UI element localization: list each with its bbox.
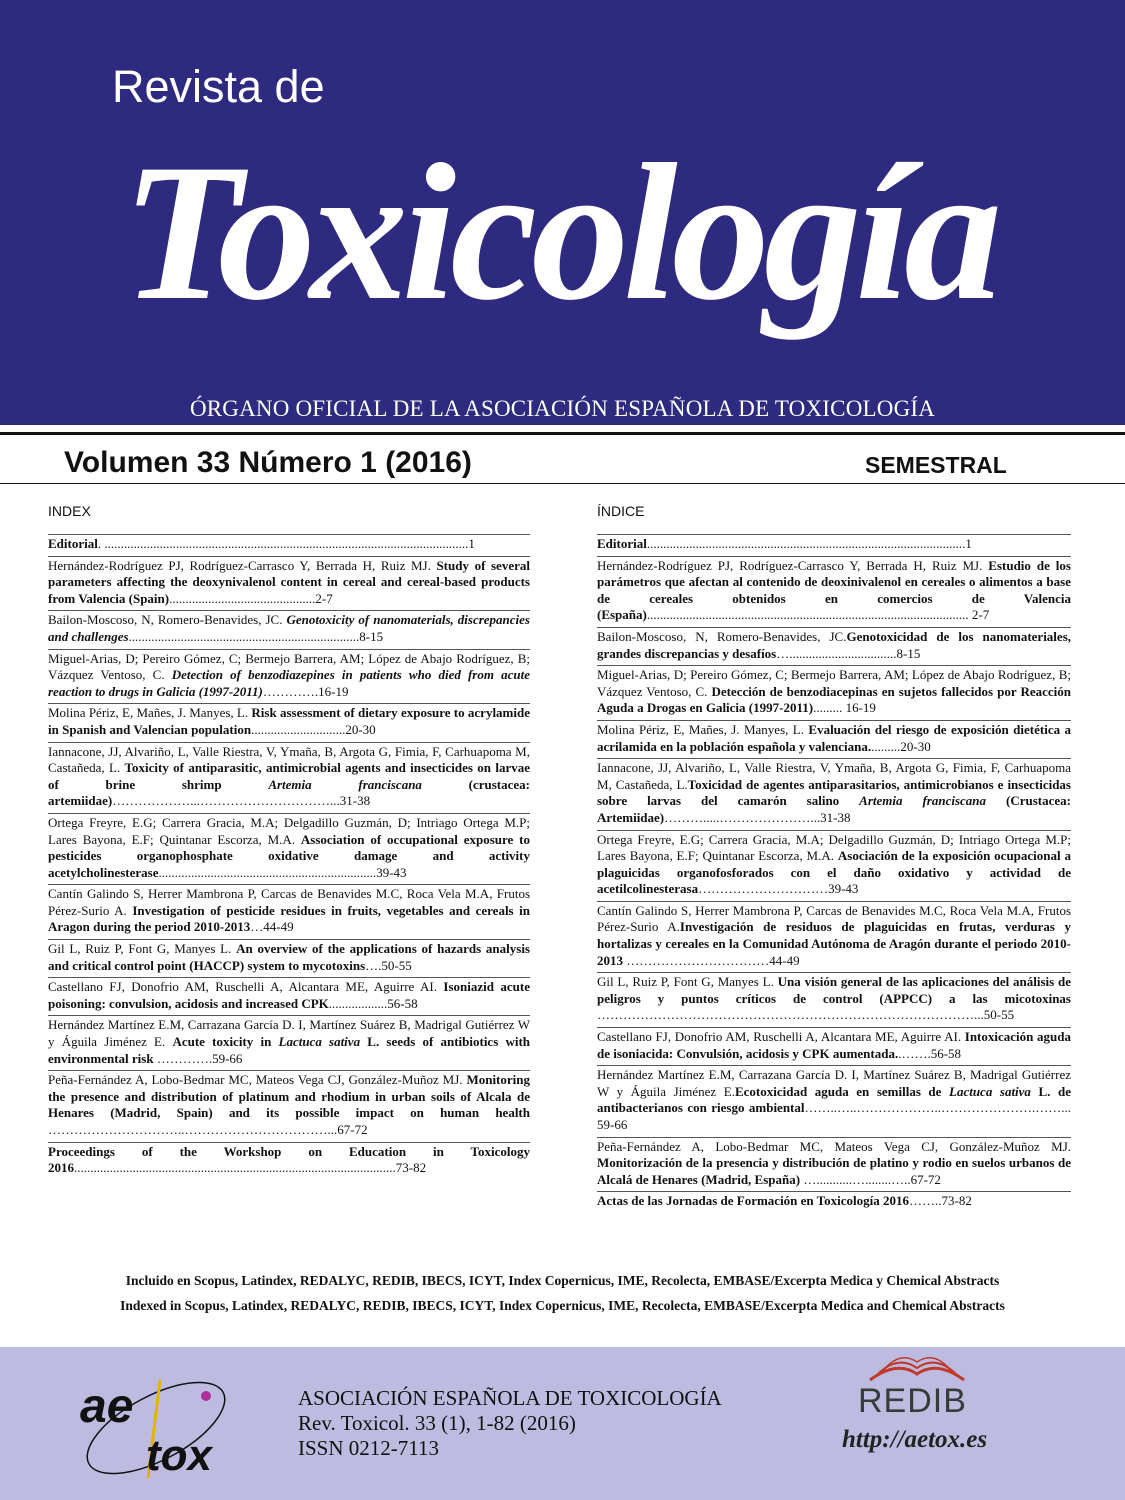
- left-entry: Castellano FJ, Donofrio AM, Ruschelli A, Alcantara ME, Aguirre AI. Isoniazid acute poisoning: convulsion, acidosis and increased CPK..................56-58: [48, 977, 530, 1015]
- right-entry: Iannacone, JJ, Alvariño, L, Valle Riestra, V, Ymaña, B, Argota G, Fimia, F, Carhuapoma M, Castañeda, L.Toxicidad de agentes antiparasitarios, antimicrobianos e insecticidas sobre larvas del camarón salino Artemia franciscana (Crustacea: Artemiidae)……….....…………………...31-38: [597, 758, 1071, 829]
- index-column-english: [48, 500, 530, 1180]
- right-entry: Editorial..................................................................................................1: [597, 534, 1071, 556]
- indexing-english: Indexed in Scopus, Latindex, REDALYC, REDIB, IBECS, ICYT, Index Copernicus, IME, Recolecta, EMBASE/Excerpta Medica and Chemical Abstracts: [120, 1298, 1005, 1313]
- right-entry: Peña-Fernández A, Lobo-Bedmar MC, Mateos Vega CJ, González-Muñoz MJ. Monitorización de la presencia y distribución de platino y rodio en suelos urbanos de Alcalá de Henares (Madrid, España) …...........…........…..67-72: [597, 1137, 1071, 1192]
- logo-tox: tox: [146, 1431, 212, 1480]
- left-entry: Molina Périz, E, Mañes, J. Manyes, L. Risk assessment of dietary exposure to acrylamide in Spanish and Valencian population.............................20-30: [48, 703, 530, 741]
- indice-heading: ÍNDICE: [597, 503, 645, 519]
- redib-label: REDIB: [858, 1382, 967, 1420]
- publisher-info: [298, 1386, 722, 1461]
- issn: ISSN 0212-7113: [298, 1436, 439, 1460]
- right-entry: Actas de las Jornadas de Formación en Toxicología 2016……..73-82: [597, 1191, 1071, 1213]
- top-rule: [0, 432, 1125, 435]
- right-entry: Castellano FJ, Donofrio AM, Ruschelli A, Alcantara ME, Aguirre AI. Intoxicación aguda de isoniacida: Convulsión, acidosis y CPK aumentada..…….56-58: [597, 1027, 1071, 1065]
- left-entry: Editorial. ................................................................................................................1: [48, 534, 530, 556]
- left-entry: Hernández-Rodríguez PJ, Rodríguez-Carrasco Y, Berrada H, Ruiz MJ. Study of several parameters affecting the deoxynivalenol content in cereal and cereal-based products from Valencia (Spain).............................................2-7: [48, 556, 530, 611]
- right-entry: Molina Périz, E, Mañes, J. Manyes, L. Evaluación del riesgo de exposición dietética a acrilamida en la población española y valenciana..........20-30: [597, 720, 1071, 758]
- left-entry: Peña-Fernández A, Lobo-Bedmar MC, Mateos Vega CJ, González-Muñoz MJ. Monitoring the presence and distribution of platinum and rhodium in urban soils of Alcala de Henares (Madrid, Spain) and its possible impact on human health …………………………..……………………………...67-72: [48, 1070, 530, 1141]
- left-entry: Ortega Freyre, E.G; Carrera Gracia, M.A; Delgadillo Guzmán, D; Intriago Ortega M.P; Lares Bayona, E.F; Quintanar Escorza, M.A. Association of occupational exposure to pesticides organophosphate oxidative damage and activity acetylcholinesterase...................................................................39-43: [48, 813, 530, 884]
- logo-ae: ae: [80, 1380, 134, 1433]
- left-entry: Cantín Galindo S, Herrer Mambrona P, Carcas de Benavides M.C, Roca Vela M.A, Frutos Pérez-Surio A. Investigation of pesticide residues in fruits, vegetables and cereals in Aragon during the period 2010-2013…44-49: [48, 884, 530, 939]
- aetox-logo: [78, 1370, 243, 1480]
- right-entry: Hernández-Rodríguez PJ, Rodríguez-Carrasco Y, Berrada H, Ruiz MJ. Estudio de los parámetros que afectan al contenido de deoxinivalenol en cereales o alimentos a base de cereales obtenidos en comercios de Valencia (España)................................................................................................... 2-7: [597, 556, 1071, 627]
- right-entry: Gil L, Ruiz P, Font G, Manyes L. Una visión general de las aplicaciones del análisis de peligros y puntos críticos de control (APPCC) a las micotoxinas ……………………………………………………………………………...50-55: [597, 972, 1071, 1027]
- journal-citation: Rev. Toxicol. 33 (1), 1-82 (2016): [298, 1411, 576, 1435]
- left-entry: Proceedings of the Workshop on Education in Toxicology 2016...................................................................................................73-82: [48, 1142, 530, 1180]
- association-name: ASOCIACIÓN ESPAÑOLA DE TOXICOLOGÍA: [298, 1386, 722, 1410]
- left-entry: Miguel-Arias, D; Pereiro Gómez, C; Bermejo Barrera, AM; López de Abajo Rodríguez, B; Vázquez Ventoso, C. Detection of benzodiazepines in patients who died from acute reaction to drugs in Galicia (1997-2011)………….16-19: [48, 649, 530, 704]
- left-entry: Hernández Martínez E.M, Carrazana García D. I, Martínez Suárez B, Madrigal Gutiérrez W y Águila Jiménez E. Acute toxicity in Lactuca sativa L. seeds of antibiotics with environmental risk ………….59-66: [48, 1015, 530, 1070]
- volume-number: Volumen 33 Número 1 (2016): [64, 446, 472, 479]
- right-entry: Hernández Martínez E.M, Carrazana García D. I, Martínez Suárez B, Madrigal Gutiérrez W y Águila Jiménez E.Ecotoxicidad aguda en semillas de Lactuca sativa L. de antibacterianos con riesgo ambiental……..…..………………..………………….……... 59-66: [597, 1065, 1071, 1136]
- frequency-label: SEMESTRAL: [865, 452, 1007, 478]
- right-entry: Bailon-Moscoso, N, Romero-Benavides, JC.Genotoxicidad de los nanomateriales, grandes discrepancias y desafíos….................................8-15: [597, 627, 1071, 665]
- index-entries: [48, 534, 530, 1180]
- index-heading: INDEX: [48, 503, 91, 519]
- official-organ-line: ÓRGANO OFICIAL DE LA ASOCIACIÓN ESPAÑOLA DE TOXICOLOGÍA: [189, 396, 936, 421]
- journal-title: Toxicología: [122, 124, 997, 341]
- indexing-spanish: Incluido en Scopus, Latindex, REDALYC, REDIB, IBECS, ICYT, Index Copernicus, IME, Recolecta, EMBASE/Excerpta Medica y Chemical Abstracts: [125, 1273, 1000, 1288]
- left-entry: Iannacone, JJ, Alvariño, L, Valle Riestra, V, Ymaña, B, Argota G, Fimia, F, Carhuapoma M, Castañeda, L. Toxicity of antiparasitic, antimicrobial agents and insecticides on larvae of brine shrimp Artemia franciscana (crustacea: artemiidae)………………...…………………………...31-38: [48, 742, 530, 813]
- website-url[interactable]: http://aetox.es: [842, 1426, 988, 1453]
- volume-rule: [0, 483, 1125, 484]
- left-entry: Bailon-Moscoso, N, Romero-Benavides, JC. Genotoxicity of nanomaterials, discrepancies and challenges.......................................................................8-15: [48, 610, 530, 648]
- right-entry: Ortega Freyre, E.G; Carrera Gracia, M.A; Delgadillo Guzmán, D; Intriago Ortega M.P; Lares Bayona, E.F; Quintanar Escorza, M.A. Asociación de la exposición ocupacional a plaguicidas organofosforados con el daño oxidativo y actividad de acetilcolinesterasa…………………………39-43: [597, 830, 1071, 901]
- right-entry: Cantín Galindo S, Herrer Mambrona P, Carcas de Benavides M.C, Roca Vela M.A, Frutos Pérez-Surio A.Investigación de residuos de plaguicidas en frutas, verduras y hortalizas y cereales en la Comunidad Autónoma de Aragón durante el periodo 2010-2013 ……………………………44-49: [597, 901, 1071, 972]
- indice-entries: [597, 534, 1071, 1213]
- left-entry: Gil L, Ruiz P, Font G, Manyes L. An overview of the applications of hazards analysis and critical control point (HACCP) system to mycotoxins….50-55: [48, 939, 530, 977]
- index-column-spanish: [597, 500, 1071, 1213]
- journal-prefix: Revista de: [112, 61, 325, 112]
- cover-header: [0, 0, 1125, 425]
- indexing-notice: [0, 1268, 1125, 1318]
- right-entry: Miguel-Arias, D; Pereiro Gómez, C; Bermejo Barrera, AM; López de Abajo Rodríguez, B; Vázquez Ventoso, C. Detección de benzodiacepinas en sujetos fallecidos por Reacción Aguda a Drogas en Galicia (1997-2011)......... 16-19: [597, 665, 1071, 720]
